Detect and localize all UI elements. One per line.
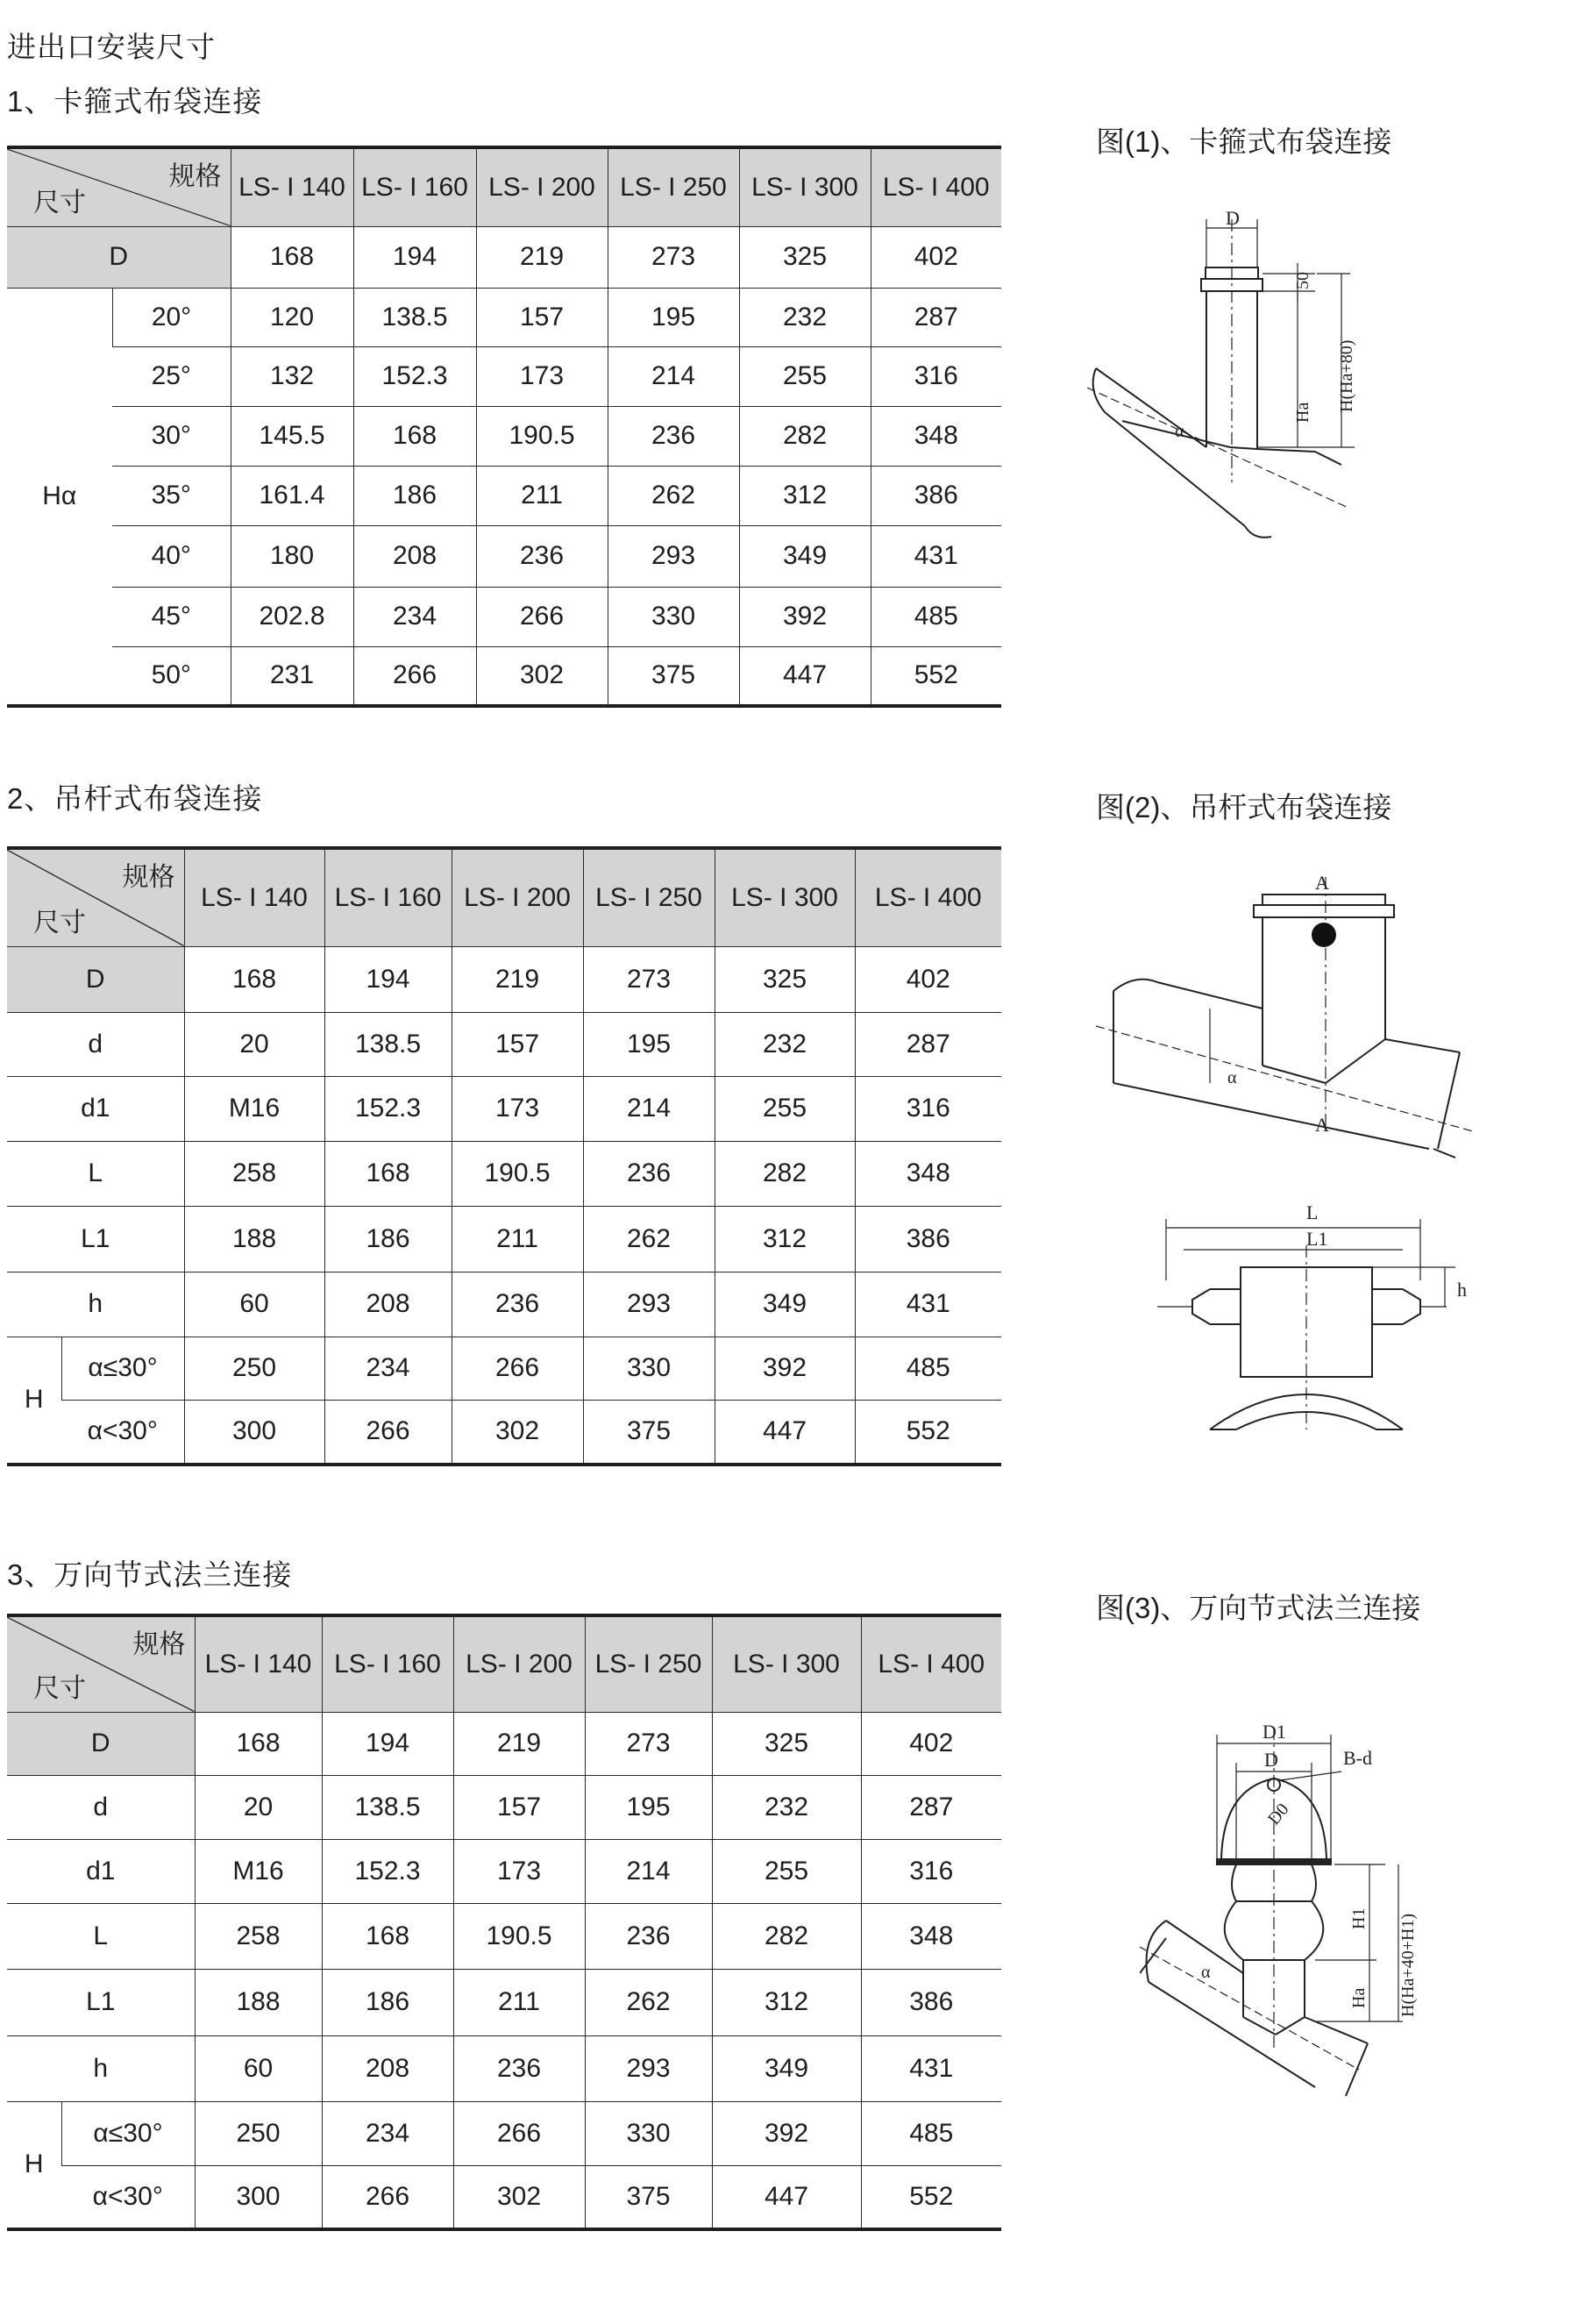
table-cell: 208 [322,2035,453,2101]
table-row [7,1839,1001,1903]
table-cell: 552 [855,1400,1001,1465]
row-label: L [7,1903,195,1969]
dim-Ha-label: Ha [1293,402,1312,423]
table-cell: 180 [231,525,353,587]
table-cell: 208 [324,1272,452,1337]
row-label: L [7,1141,184,1206]
table-cell: 266 [476,587,608,646]
table-cell: 234 [324,1337,452,1400]
table-cell: 211 [476,466,608,525]
table-cell: 236 [453,2035,585,2101]
dim-D0-label: D0 [1263,1800,1293,1829]
table-cell: 168 [195,1712,322,1775]
table-row [7,346,1001,406]
table-cell: 287 [871,288,1001,346]
table-cell: 132 [231,346,353,406]
table-cell: 431 [861,2035,1001,2101]
row-label: D [7,1712,195,1775]
table-cell: 282 [739,406,871,466]
row-label: d [7,1012,184,1076]
table-cell: 152.3 [353,346,476,406]
table-row [7,587,1001,646]
group-label: Hα [7,288,112,706]
header-model: LS- I 300 [712,1615,861,1712]
figure1-caption: 图(1)、卡箍式布袋连接 [1096,125,1392,158]
table-cell: 157 [452,1012,583,1076]
table-cell: 447 [739,646,871,706]
dim-L-label: L [1306,1201,1319,1223]
header-model: LS- I 140 [195,1615,322,1712]
table-cell: 255 [715,1076,855,1141]
table-cell: 386 [871,466,1001,525]
header-model: LS- I 300 [739,147,871,226]
table-cell: 258 [184,1141,324,1206]
section2-table [7,846,1001,1466]
table-cell: 219 [452,946,583,1012]
table-cell: 447 [715,1400,855,1465]
table-cell: 138.5 [353,288,476,346]
row-label: α≤30° [61,2101,195,2165]
table-cell: 195 [585,1775,712,1839]
row-label: D [7,226,231,288]
table-cell: 273 [583,946,715,1012]
dim-50-label: 50 [1293,272,1312,289]
table-cell: 552 [861,2165,1001,2229]
table-cell: 300 [184,1400,324,1465]
table-row [7,466,1001,525]
dim-h-label: h [1457,1279,1467,1301]
table-cell: 194 [353,226,476,288]
table-cell: 152.3 [324,1076,452,1141]
header-model: LS- I 250 [608,147,739,226]
dim-H-label: H(Ha+40+H1) [1398,1913,1418,2017]
table-cell: 349 [712,2035,861,2101]
table-cell: 300 [195,2165,322,2229]
row-label: d [7,1775,195,1839]
table-cell: 386 [855,1206,1001,1272]
table-cell: 152.3 [322,1839,453,1903]
figure3-drawing [1140,1710,1455,2105]
group-label: H [7,2101,61,2229]
row-label: h [7,2035,195,2101]
table-cell: 375 [608,646,739,706]
table-cell: 316 [861,1839,1001,1903]
table-cell: 255 [739,346,871,406]
table-cell: 392 [715,1337,855,1400]
table-cell: 188 [184,1206,324,1272]
table-cell: 186 [322,1969,453,2035]
table-cell: 214 [585,1839,712,1903]
table-cell: 214 [608,346,739,406]
table-cell: 214 [583,1076,715,1141]
table-cell: 349 [739,525,871,587]
dim-D-label: D [1226,207,1240,229]
header-model: LS- I 160 [353,147,476,226]
table-cell: 250 [195,2101,322,2165]
table-cell: 330 [585,2101,712,2165]
table-row [7,646,1001,706]
dim-H-label: H(Ha+80) [1337,339,1356,412]
table-cell: 219 [476,226,608,288]
table-cell: 236 [476,525,608,587]
table-cell: 168 [231,226,353,288]
table-cell: 186 [324,1206,452,1272]
header-model: LS- I 400 [855,848,1001,946]
table-cell: 145.5 [231,406,353,466]
row-label: α<30° [61,1400,184,1465]
corner-cell [7,848,184,946]
table-cell: 431 [871,525,1001,587]
table-cell: 173 [453,1839,585,1903]
dim-D1-label: D1 [1262,1721,1286,1743]
table-row [7,1012,1001,1076]
table-cell: 188 [195,1969,322,2035]
table-cell: 293 [608,525,739,587]
table-cell: 282 [715,1141,855,1206]
table-cell: 168 [322,1903,453,1969]
table-cell: 195 [608,288,739,346]
table-cell: 236 [585,1903,712,1969]
table-cell: 255 [712,1839,861,1903]
table-row [7,226,1001,288]
table-cell: 431 [855,1272,1001,1337]
header-model: LS- I 200 [452,848,583,946]
table-cell: 485 [861,2101,1001,2165]
table-cell: 266 [453,2101,585,2165]
section1-title: 1、卡箍式布袋连接 [7,85,263,118]
table-cell: 262 [585,1969,712,2035]
table-cell: 386 [861,1969,1001,2035]
table-cell: 168 [324,1141,452,1206]
table-cell: 273 [608,226,739,288]
corner-cell [7,1615,195,1712]
table-row [7,2101,1001,2165]
angle-alpha-label: α [1227,1068,1237,1087]
header-model: LS- I 200 [476,147,608,226]
table-cell: 485 [871,587,1001,646]
row-label: α<30° [61,2165,195,2229]
table-cell: 258 [195,1903,322,1969]
table-cell: 316 [855,1076,1001,1141]
table-cell: 375 [583,1400,715,1465]
row-label: L1 [7,1206,184,1272]
table-cell: 234 [353,587,476,646]
table-cell: 392 [739,587,871,646]
table-cell: 302 [453,2165,585,2229]
table-cell: 232 [712,1775,861,1839]
table-cell: 20 [195,1775,322,1839]
table-header-row [7,1615,1001,1712]
header-model: LS- I 140 [184,848,324,946]
table-cell: 157 [453,1775,585,1839]
table-cell: 302 [476,646,608,706]
table-cell: 232 [739,288,871,346]
table-cell: 325 [739,226,871,288]
table-cell: 190.5 [452,1141,583,1206]
table-cell: 168 [184,946,324,1012]
table-cell: 120 [231,288,353,346]
header-model: LS- I 400 [861,1615,1001,1712]
table-cell: 157 [476,288,608,346]
table-cell: 375 [585,2165,712,2229]
table-cell: 282 [712,1903,861,1969]
table-cell: 485 [855,1337,1001,1400]
table-cell: 219 [453,1712,585,1775]
table-cell: 402 [855,946,1001,1012]
table-cell: 349 [715,1272,855,1337]
section-a-bottom-label: A [1315,1114,1329,1136]
table-cell: 266 [324,1400,452,1465]
table-cell: 348 [861,1903,1001,1969]
row-label: d1 [7,1839,195,1903]
table-row [7,1337,1001,1400]
table-cell: 552 [871,646,1001,706]
table-cell: 273 [585,1712,712,1775]
dim-D-label: D [1264,1749,1278,1771]
table-cell: 211 [452,1206,583,1272]
table-cell: 138.5 [322,1775,453,1839]
table-cell: 312 [739,466,871,525]
table-cell: 266 [353,646,476,706]
table-cell: 236 [583,1141,715,1206]
table-cell: 250 [184,1337,324,1400]
row-label: 35° [112,466,231,525]
table-cell: 168 [353,406,476,466]
corner-spec-label: 规格 [132,1630,186,1659]
table-cell: 60 [195,2035,322,2101]
table-cell: 325 [712,1712,861,1775]
table-cell: 173 [476,346,608,406]
row-label: 45° [112,587,231,646]
table-row [7,1775,1001,1839]
table-cell: 402 [861,1712,1001,1775]
table-row [7,1712,1001,1775]
table-row [7,1206,1001,1272]
table-cell: 316 [871,346,1001,406]
angle-alpha-label: α [1201,1963,1211,1982]
table-cell: M16 [184,1076,324,1141]
row-label: d1 [7,1076,184,1141]
table-cell: 302 [452,1400,583,1465]
table-row [7,1272,1001,1337]
header-model: LS- I 400 [871,147,1001,226]
angle-alpha-label: α [1175,422,1184,441]
table-cell: 392 [712,2101,861,2165]
table-cell: 330 [608,587,739,646]
table-cell: 195 [583,1012,715,1076]
section3-table [7,1614,1001,2231]
dim-H1-label: H1 [1349,1907,1369,1929]
table-cell: 231 [231,646,353,706]
table-cell: 138.5 [324,1012,452,1076]
table-cell: 262 [608,466,739,525]
row-label: α≤30° [61,1337,184,1400]
header-model: LS- I 160 [324,848,452,946]
row-label: 25° [112,346,231,406]
table-cell: 325 [715,946,855,1012]
row-label: 50° [112,646,231,706]
corner-dim-label: 尺寸 [33,188,86,217]
figure1-drawing [1087,193,1438,561]
table-cell: 266 [322,2165,453,2229]
table-cell: 236 [608,406,739,466]
corner-dim-label: 尺寸 [33,1673,86,1703]
table-row [7,1400,1001,1465]
table-cell: 173 [452,1076,583,1141]
table-cell: 190.5 [453,1903,585,1969]
table-cell: 236 [452,1272,583,1337]
table-cell: 312 [715,1206,855,1272]
figure3-caption: 图(3)、万向节式法兰连接 [1096,1592,1421,1624]
row-label: 20° [112,288,231,346]
dim-Ha-label: Ha [1349,1987,1369,2008]
row-label: 40° [112,525,231,587]
row-label: h [7,1272,184,1337]
table-cell: 348 [855,1141,1001,1206]
table-cell: 312 [712,1969,861,2035]
section-a-top-label: A [1315,872,1329,894]
section2-title: 2、吊杆式布袋连接 [7,782,263,815]
row-label: 30° [112,406,231,466]
header-model: LS- I 250 [583,848,715,946]
table-row [7,1076,1001,1141]
table-cell: 232 [715,1012,855,1076]
table-row [7,406,1001,466]
table-cell: 287 [855,1012,1001,1076]
table-cell: 20 [184,1012,324,1076]
table-cell: 161.4 [231,466,353,525]
table-cell: 190.5 [476,406,608,466]
table-row [7,1903,1001,1969]
table-row [7,2165,1001,2229]
table-cell: 447 [712,2165,861,2229]
header-model: LS- I 250 [585,1615,712,1712]
page-title: 进出口安装尺寸 [7,31,216,63]
section1-table [7,146,1001,708]
table-cell: 348 [871,406,1001,466]
figure2-caption: 图(2)、吊杆式布袋连接 [1096,791,1392,823]
hanger-rod-dot [1312,923,1336,947]
table-row [7,1969,1001,2035]
corner-cell [7,147,231,226]
header-model: LS- I 200 [453,1615,585,1712]
row-label: L1 [7,1969,195,2035]
header-model: LS- I 140 [231,147,353,226]
table-cell: 186 [353,466,476,525]
table-cell: 194 [324,946,452,1012]
table-row [7,2035,1001,2101]
table-row [7,1141,1001,1206]
table-cell: 208 [353,525,476,587]
table-cell: 293 [585,2035,712,2101]
table-cell: 262 [583,1206,715,1272]
figure2-drawing [1096,868,1490,1465]
table-cell: 194 [322,1712,453,1775]
corner-spec-label: 规格 [122,863,175,892]
table-cell: 202.8 [231,587,353,646]
dim-L1-label: L1 [1306,1228,1328,1250]
table-cell: 234 [322,2101,453,2165]
table-row [7,946,1001,1012]
table-header-row [7,848,1001,946]
table-row [7,525,1001,587]
table-row [7,288,1001,346]
section3-title: 3、万向节式法兰连接 [7,1558,293,1591]
table-cell: 287 [861,1775,1001,1839]
table-cell: 60 [184,1272,324,1337]
bolt-Bd-label: B-d [1343,1747,1372,1769]
table-header-row [7,147,1001,226]
row-label: D [7,946,184,1012]
group-label: H [7,1337,61,1465]
header-model: LS- I 160 [322,1615,453,1712]
table-cell: 211 [453,1969,585,2035]
table-cell: M16 [195,1839,322,1903]
corner-spec-label: 规格 [168,162,222,191]
table-cell: 266 [452,1337,583,1400]
corner-dim-label: 尺寸 [33,908,86,937]
table-cell: 293 [583,1272,715,1337]
table-cell: 330 [583,1337,715,1400]
header-model: LS- I 300 [715,848,855,946]
table-cell: 402 [871,226,1001,288]
